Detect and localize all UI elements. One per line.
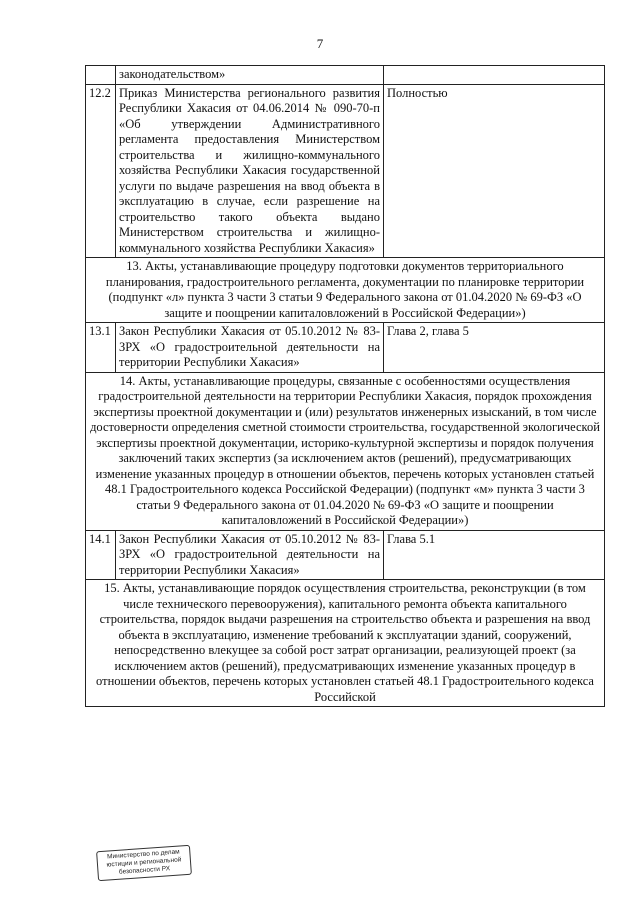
ministry-stamp: Министерство по делам юстиции и региональной безопасности РХ: [96, 845, 192, 881]
row-number-cell: [86, 66, 116, 85]
row-text-cell: Закон Республики Хакасия от 05.10.2012 № 83-ЗРХ «О градостроительной деятельности на территории Республики Хакасия»: [116, 530, 384, 580]
section-heading-row: [86, 372, 605, 530]
row-number-cell: 13.1: [86, 323, 116, 373]
row-number-cell: 14.1: [86, 530, 116, 580]
row-scope-cell: Глава 5.1: [384, 530, 605, 580]
row-scope-cell: [384, 66, 605, 85]
section-heading-row: [86, 580, 605, 707]
page-number: 7: [316, 36, 324, 51]
row-text-cell: Приказ Министерства регионального развития Республики Хакасия от 04.06.2014 № 090-70-п «Об утверждении Административного регламента предоставления Министерством строительства и жилищно-коммунального хозяйства Республики Хакасия государственной услуги по выдаче разрешения на ввод объекта в эксплуатацию в случае, если разрешение на строительство такого объекта выдано Министерством строительства и жилищно-коммунального хозяйства Республики Хакасия»: [116, 84, 384, 258]
table-row: [86, 66, 605, 85]
row-scope-cell: Полностью: [384, 84, 605, 258]
section-heading: 15. Акты, устанавливающие порядок осуществления строительства, реконструкции (в том числе технического перевооружения), капитального ремонта объекта капитального строительства, порядок выдачи разрешения на строительство объекта и разрешения на ввод объекта в эксплуатацию, изменение требований к эксплуатации зданий, сооружений, непосредственно влекущее за собой рост затрат организации, реализующей проект (за исключением актов (решений), предусматривающих изменение указанных процедур в отношении объектов, перечень которых установлен статьей 48.1 Градостроительного кодекса Российской: [86, 580, 605, 707]
section-heading: 13. Акты, устанавливающие процедуру подготовки документов территориального планирования, градостроительного регламента, документации по планировке территории (подпункт «л» пункта 3 части 3 статьи 9 Федерального закона от 01.04.2020 № 69-ФЗ «О защите и поощрении капиталовложений в Российской Федерации»): [86, 258, 605, 323]
table-row: [86, 84, 605, 258]
row-scope-cell: Глава 2, глава 5: [384, 323, 605, 373]
table-row: [86, 323, 605, 373]
section-heading: 14. Акты, устанавливающие процедуры, связанные с особенностями осуществления градостроительной деятельности на территории Республики Хакасия, порядок прохождения экспертизы проектной документации и (или) результатов инженерных изысканий, в том числе достоверности определения сметной стоимости строительства, государственной экологической экспертизы проектной документации, историко-культурной экспертизы и порядок получения заключений таких экспертиз (за исключением актов (решений), предусматривающих изменение указанных процедур в отношении объектов, перечень которых установлен статьей 48.1 Градостроительного кодекса Российской Федерации) (подпункт «м» пункта 3 части 3 статьи 9 Федерального закона от 01.04.2020 № 69-ФЗ «О защите и поощрении капиталовложений в Российской Федерации»): [86, 372, 605, 530]
row-text-cell: законодательством»: [116, 66, 384, 85]
row-text-cell: Закон Республики Хакасия от 05.10.2012 № 83-ЗРХ «О градостроительной деятельности на территории Республики Хакасия»: [116, 323, 384, 373]
section-heading-row: [86, 258, 605, 323]
table-row: [86, 530, 605, 580]
row-number-cell: 12.2: [86, 84, 116, 258]
regulations-table: [85, 65, 605, 707]
